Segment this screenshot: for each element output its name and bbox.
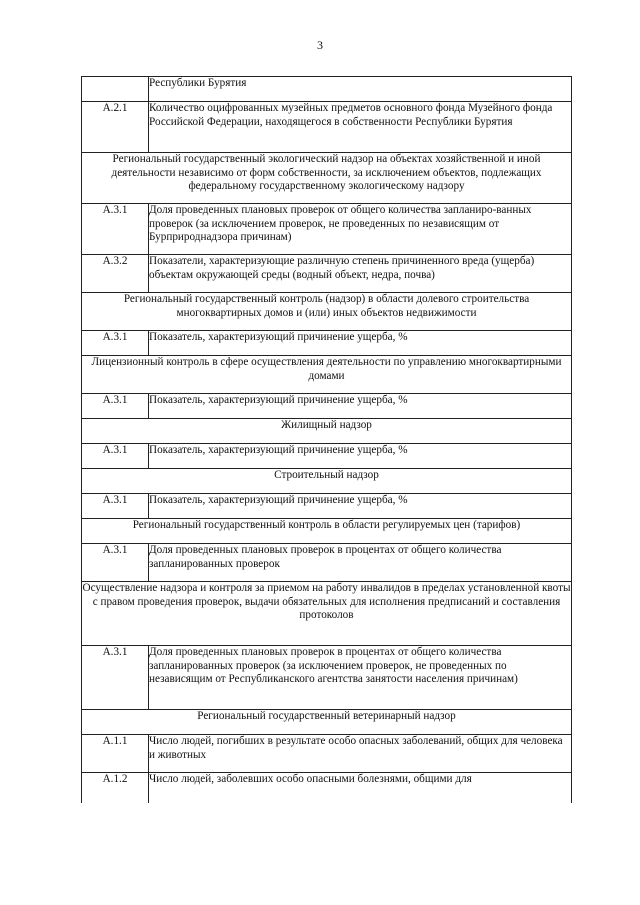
- indicator-text: Показатель, характеризующий причинение ущерба, %: [149, 494, 572, 519]
- indicator-code: А.3.1: [82, 394, 149, 419]
- section-row: [82, 469, 572, 494]
- table-row: [82, 331, 572, 356]
- indicator-code: [82, 77, 149, 102]
- section-title: Осуществление надзора и контроля за приемом на работу инвалидов в пределах установленной квоты с правом проведения проверок, выдачи обязательных для исполнения предписаний и составления протоколов: [82, 582, 572, 646]
- indicator-text: Показатели, характеризующие различную степень причиненного вреда (ущерба) объектам окружающей среды (водный объект, недра, почва): [149, 255, 572, 293]
- indicator-text: Число людей, погибших в результате особо опасных заболеваний, общих для человека и животных: [149, 735, 572, 773]
- section-row: [82, 710, 572, 735]
- table-row: [82, 255, 572, 293]
- indicator-text: Доля проведенных плановых проверок в процентах от общего количества запланированных проверок: [149, 544, 572, 582]
- section-title: Региональный государственный контроль (надзор) в области долевого строительства многоквартирных домов и (или) иных объектов недвижимости: [82, 293, 572, 331]
- table-row: [82, 77, 572, 102]
- table-row: [82, 102, 572, 153]
- indicator-code: А.1.2: [82, 773, 149, 803]
- table-row: [82, 204, 572, 255]
- indicator-code: А.3.1: [82, 204, 149, 255]
- table-row: [82, 394, 572, 419]
- table-row: [82, 773, 572, 803]
- indicator-text: Показатель, характеризующий причинение ущерба, %: [149, 394, 572, 419]
- indicator-code: А.2.1: [82, 102, 149, 153]
- indicator-text: Число людей, заболевших особо опасными болезнями, общими для: [149, 773, 572, 803]
- section-title: Жилищный надзор: [82, 419, 572, 444]
- section-row: [82, 519, 572, 544]
- indicator-text: Доля проведенных плановых проверок от общего количества запланиро-ванных проверок (за исключением проверок, не проведенных по независящим от Бурприроднадзора причинам): [149, 204, 572, 255]
- page-number: 3: [317, 38, 323, 52]
- indicator-code: А.3.1: [82, 444, 149, 469]
- indicator-text: Показатель, характеризующий причинение ущерба, %: [149, 444, 572, 469]
- section-title: Региональный государственный контроль в области регулируемых цен (тарифов): [82, 519, 572, 544]
- indicator-code: А.3.2: [82, 255, 149, 293]
- section-row: [82, 582, 572, 646]
- indicator-text: Республики Бурятия: [149, 77, 572, 102]
- table-row: [82, 494, 572, 519]
- indicators-table: [81, 76, 572, 803]
- section-title: Региональный государственный экологический надзор на объектах хозяйственной и иной деятельности независимо от форм собственности, за исключением объектов, подлежащих федеральному государственному экологическому надзору: [82, 153, 572, 204]
- section-title: Региональный государственный ветеринарный надзор: [82, 710, 572, 735]
- section-title: Строительный надзор: [82, 469, 572, 494]
- section-row: [82, 293, 572, 331]
- indicator-text: Показатель, характеризующий причинение ущерба, %: [149, 331, 572, 356]
- indicator-text: Доля проведенных плановых проверок в процентах от общего количества запланированных проверок (за исключением проверок, не проведенных по независящим от Республиканского агентства занятости населения причинам): [149, 646, 572, 710]
- indicator-code: А.1.1: [82, 735, 149, 773]
- section-row: [82, 153, 572, 204]
- table-row: [82, 544, 572, 582]
- table-row: [82, 444, 572, 469]
- indicator-code: А.3.1: [82, 646, 149, 710]
- table-row: [82, 646, 572, 710]
- indicator-code: А.3.1: [82, 494, 149, 519]
- section-title: Лицензионный контроль в сфере осуществления деятельности по управлению многоквартирными домами: [82, 356, 572, 394]
- section-row: [82, 356, 572, 394]
- table-row: [82, 735, 572, 773]
- indicator-text: Количество оцифрованных музейных предметов основного фонда Музейного фонда Российской Федерации, находящегося в собственности Республики Бурятия: [149, 102, 572, 153]
- section-row: [82, 419, 572, 444]
- indicator-code: А.3.1: [82, 331, 149, 356]
- indicator-code: А.3.1: [82, 544, 149, 582]
